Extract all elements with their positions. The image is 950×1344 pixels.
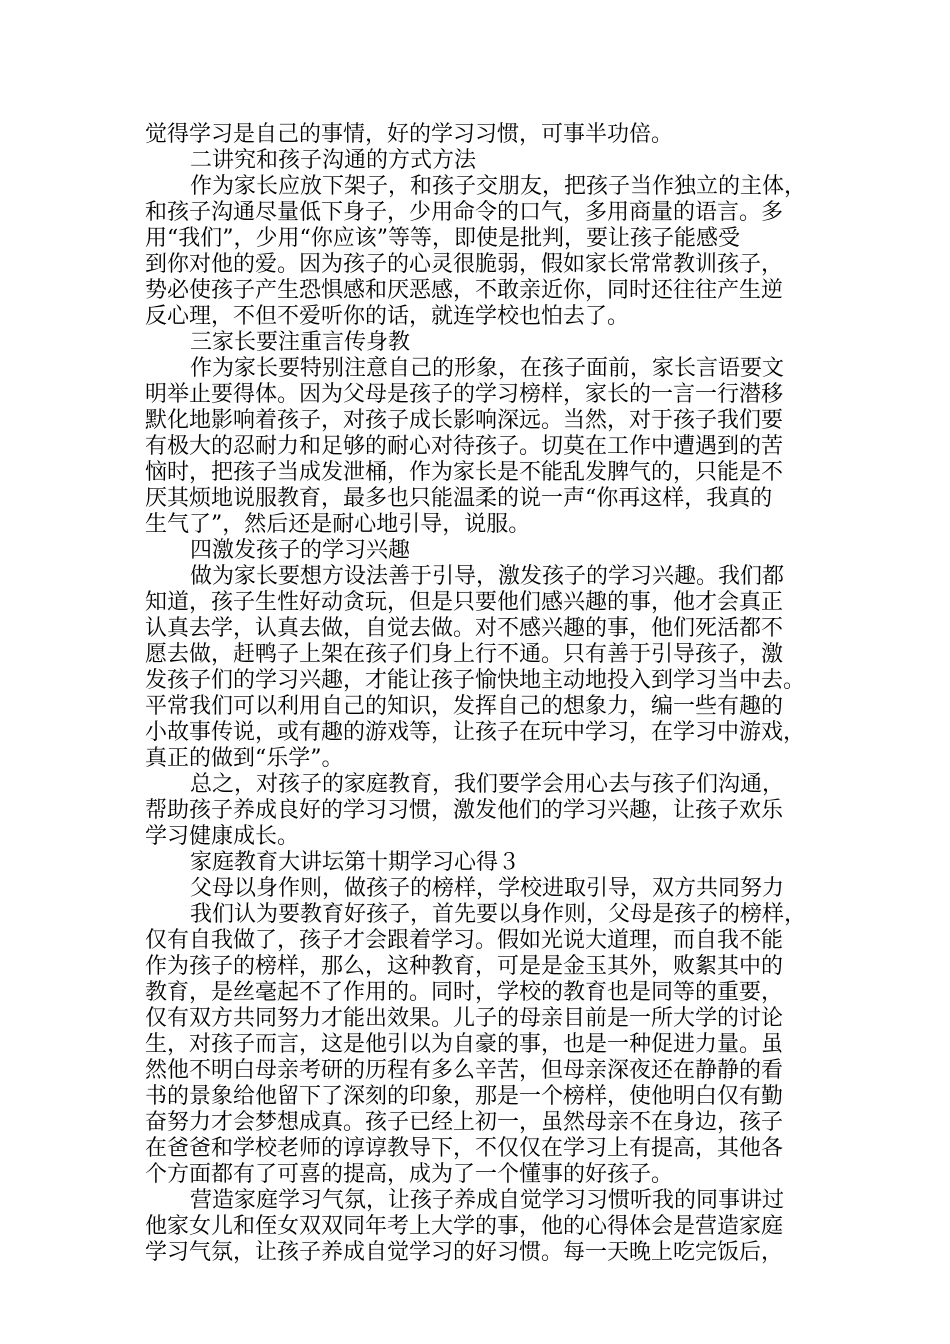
text-line: 和孩子沟通尽量低下身子，少用命令的口气，多用商量的语言。多 — [145, 200, 784, 225]
text-line: 学习健康成长。 — [145, 824, 300, 849]
section-heading: 四激发孩子的学习兴趣 — [190, 538, 411, 563]
text-line: 到你对他的爱。因为孩子的心灵很脆弱，假如家长常常教训孩子， — [145, 252, 784, 277]
text-line: 我们认为要教育好孩子，首先要以身作则，父母是孩子的榜样， — [190, 902, 807, 927]
text-line: 知道，孩子生性好动贪玩，但是只要他们感兴趣的事，他才会真正 — [145, 590, 784, 615]
text-line: 做为家长要想方设法善于引导，激发孩子的学习兴趣。我们都 — [190, 564, 785, 589]
text-line: 真正的做到“乐学”。 — [145, 746, 344, 771]
text-line: 仅有双方共同努力才能出效果。儿子的母亲目前是一所大学的讨论 — [145, 1006, 784, 1031]
text-line: 用“我们”，少用“你应该”等等，即使是批判，要让孩子能感受 — [145, 226, 740, 251]
text-line: 书的景象给他留下了深刻的印象，那是一个榜样，使他明白仅有勤 — [145, 1084, 784, 1109]
text-line: 个方面都有了可喜的提高，成为了一个懂事的好孩子。 — [145, 1162, 674, 1187]
text-line: 明举止要得体。因为父母是孩子的学习榜样，家长的一言一行潜移 — [145, 382, 784, 407]
section-heading: 二讲究和孩子沟通的方式方法 — [190, 148, 477, 173]
text-line: 认真去学，认真去做，自觉去做。对不感兴趣的事，他们死活都不 — [145, 616, 784, 641]
text-line: 发孩子们的学习兴趣，才能让孩子愉快地主动地投入到学习当中去。 — [145, 668, 806, 693]
text-line: 学习气氛，让孩子养成自觉学习的好习惯。每一天晚上吃完饭后， — [145, 1240, 784, 1265]
text-line: 反心理，不但不爱听你的话，就连学校也怕去了。 — [145, 304, 630, 329]
section-heading: 家庭教育大讲坛第十期学习心得３ — [190, 850, 521, 875]
text-line: 奋努力才会梦想成真。孩子已经上初一，虽然母亲不在身边，孩子 — [145, 1110, 784, 1135]
text-line: 小故事传说，或有趣的游戏等，让孩子在玩中学习，在学习中游戏， — [145, 720, 806, 745]
section-heading: 三家长要注重言传身教 — [190, 330, 411, 355]
text-line: 帮助孩子养成良好的学习习惯，激发他们的学习兴趣，让孩子欢乐 — [145, 798, 784, 823]
text-line: 营造家庭学习气氛，让孩子养成自觉学习习惯听我的同事讲过 — [190, 1188, 785, 1213]
text-line: 生，对孩子而言，这是他引以为自豪的事，也是一种促进力量。虽 — [145, 1032, 784, 1057]
text-line: 在爸爸和学校老师的谆谆教导下，不仅仅在学习上有提高，其他各 — [145, 1136, 784, 1161]
text-line: 作为家长应放下架子，和孩子交朋友，把孩子当作独立的主体， — [190, 174, 807, 199]
text-line: 愿去做，赶鸭子上架在孩子们身上行不通。只有善于引导孩子，激 — [145, 642, 784, 667]
text-line: 势必使孩子产生恐惧感和厌恶感，不敢亲近你，同时还往往产生逆 — [145, 278, 784, 303]
text-line: 仅有自我做了，孩子才会跟着学习。假如光说大道理，而自我不能 — [145, 928, 784, 953]
text-line: 作为家长要特别注意自己的形象，在孩子面前，家长言语要文 — [190, 356, 785, 381]
text-line: 平常我们可以利用自己的知识，发挥自己的想象力，编一些有趣的 — [145, 694, 784, 719]
text-line: 生气了”，然后还是耐心地引导，说服。 — [145, 512, 531, 537]
text-line: 总之，对孩子的家庭教育，我们要学会用心去与孩子们沟通， — [190, 772, 785, 797]
text-line: 他家女儿和侄女双双同年考上大学的事，他的心得体会是营造家庭 — [145, 1214, 784, 1239]
text-line: 教育，是丝毫起不了作用的。同时，学校的教育也是同等的重要， — [145, 980, 784, 1005]
text-line: 然他不明白母亲考研的历程有多么辛苦，但母亲深夜还在静静的看 — [145, 1058, 784, 1083]
text-line: 默化地影响着孩子，对孩子成长影响深远。当然，对于孩子我们要 — [145, 408, 784, 433]
text-line: 觉得学习是自己的事情，好的学习习惯，可事半功倍。 — [145, 122, 674, 147]
text-line: 有极大的忍耐力和足够的耐心对待孩子。切莫在工作中遭遇到的苦 — [145, 434, 784, 459]
text-line: 厌其烦地说服教育，最多也只能温柔的说一声“你再这样，我真的 — [145, 486, 773, 511]
text-line: 作为孩子的榜样，那么，这种教育，可是是金玉其外，败絮其中的 — [145, 954, 784, 979]
section-heading: 父母以身作则，做孩子的榜样，学校进取引导，双方共同努力 — [190, 876, 785, 901]
text-line: 恼时，把孩子当成发泄桶，作为家长是不能乱发脾气的，只能是不 — [145, 460, 784, 485]
